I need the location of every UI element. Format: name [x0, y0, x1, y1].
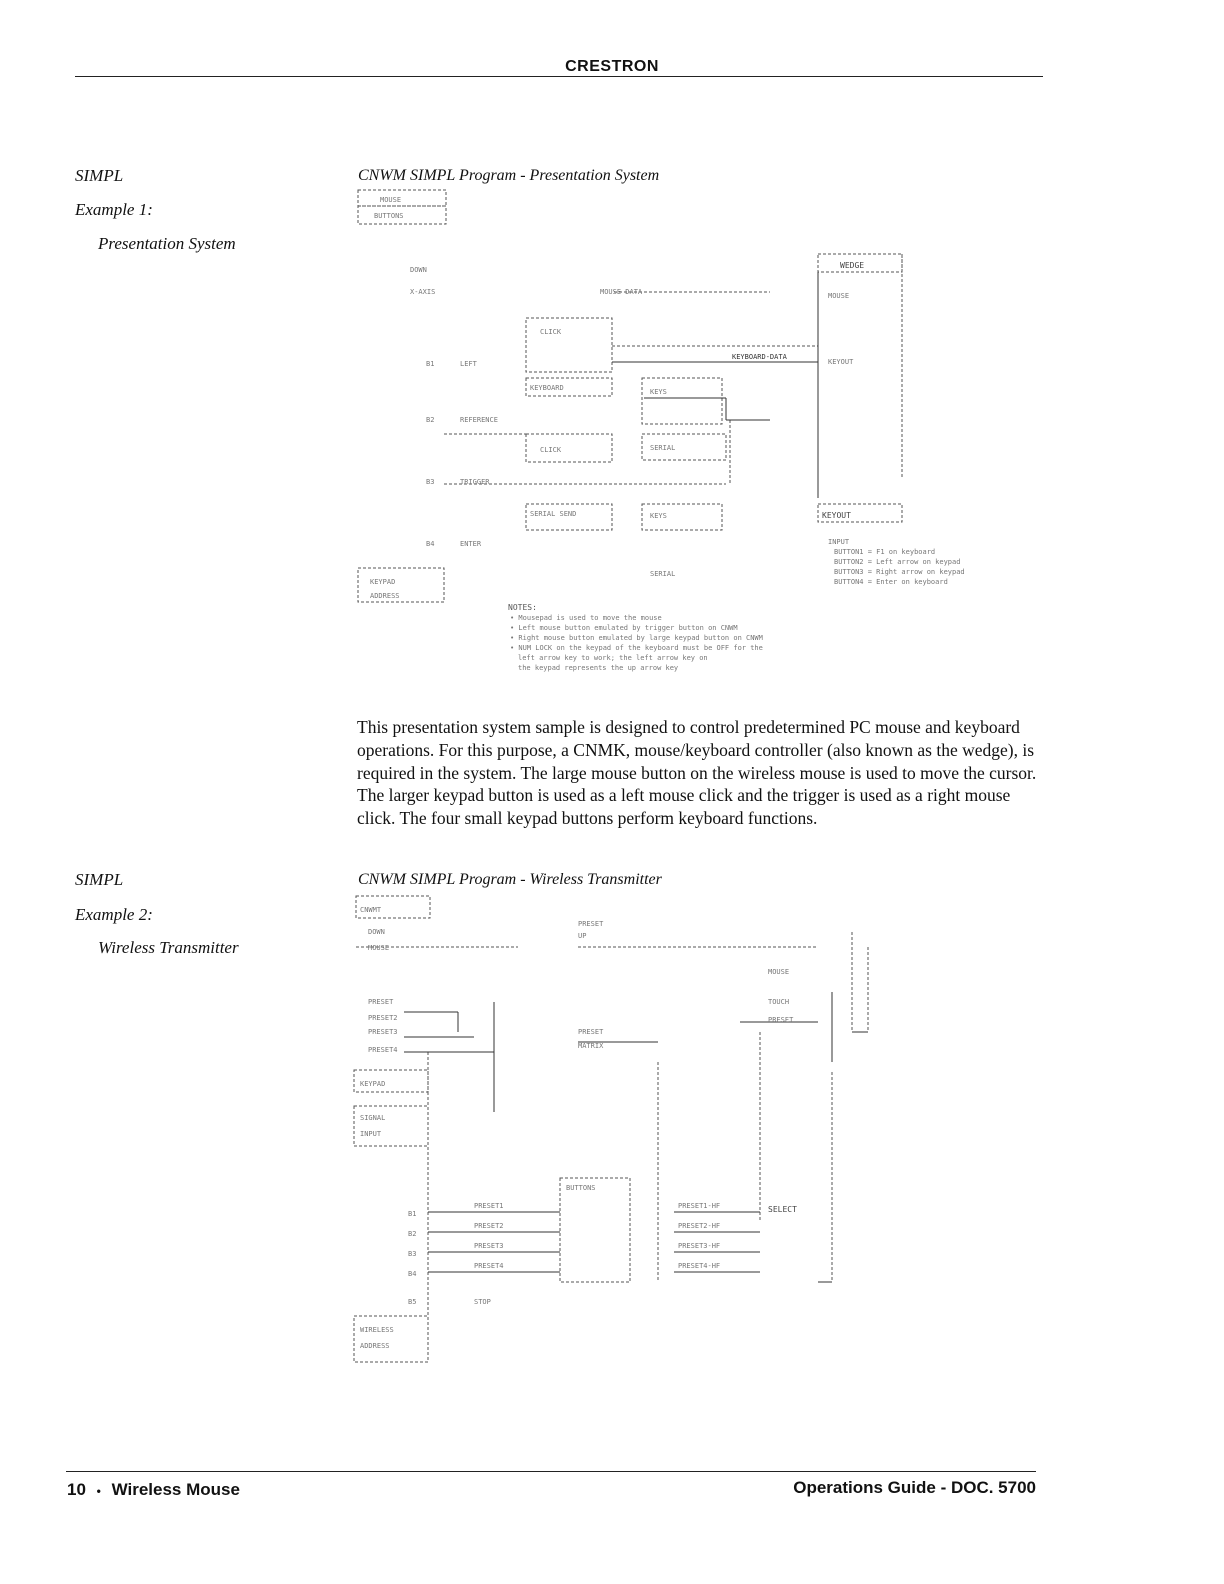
svg-text:B1: B1: [408, 1210, 417, 1218]
svg-text:• Left mouse button emulated b: • Left mouse button emulated by trigger button on CNWM: [510, 624, 738, 632]
footer-doc-reference: Operations Guide - DOC. 5700: [793, 1478, 1036, 1497]
svg-text:PRESET3-HF: PRESET3-HF: [678, 1242, 721, 1250]
svg-text:KEYS: KEYS: [650, 388, 667, 396]
svg-text:B2: B2: [408, 1230, 417, 1238]
svg-text:PRESET4: PRESET4: [368, 1046, 398, 1054]
svg-text:ADDRESS: ADDRESS: [360, 1342, 390, 1350]
notes-label: NOTES:: [508, 603, 537, 612]
example1-side-title: Presentation System: [98, 234, 236, 253]
body-paragraph: This presentation system sample is designed to control predetermined PC mouse and keyboard operations. For this purpose, a CNMK, mouse/keyboard controller (also known as the wedge), is required in the system. The large mouse button on the wireless mouse is used to move the cursor. The larger keypad button is used as a left mouse click and the trigger is used as a right mouse click. The four small keypad buttons perform keyboard functions.: [357, 717, 1037, 829]
svg-text:CNWMT: CNWMT: [360, 906, 382, 914]
svg-text:MOUSE: MOUSE: [828, 292, 850, 300]
footer-rule: [66, 1471, 1036, 1472]
footer-guide-title: Wireless Mouse: [111, 1480, 240, 1499]
svg-text:INPUT: INPUT: [360, 1130, 382, 1138]
footer-bullet: •: [96, 1484, 101, 1498]
svg-text:UP: UP: [578, 932, 587, 940]
svg-text:PRESET4-HF: PRESET4-HF: [678, 1262, 721, 1270]
svg-text:BUTTONS: BUTTONS: [566, 1184, 596, 1192]
svg-text:SERIAL SEND: SERIAL SEND: [530, 510, 577, 518]
svg-text:BUTTON3 = Right arrow on keypa: BUTTON3 = Right arrow on keypad: [834, 568, 965, 576]
svg-text:B1: B1: [426, 360, 435, 368]
svg-text:KEYS: KEYS: [650, 512, 667, 520]
svg-text:PRESET1-HF: PRESET1-HF: [678, 1202, 721, 1210]
svg-text:MOUSE DATA: MOUSE DATA: [600, 288, 643, 296]
footer-left: [67, 1480, 240, 1500]
svg-text:WIRELESS: WIRELESS: [360, 1326, 394, 1334]
svg-text:B5: B5: [408, 1298, 417, 1306]
svg-text:• NUM LOCK on the keypad of th: • NUM LOCK on the keypad of the keyboard must be OFF for the: [510, 644, 763, 652]
example2-side-number: Example 2:: [75, 905, 153, 924]
page-header-title: CRESTRON: [565, 58, 659, 75]
example1-caption: CNWM SIMPL Program - Presentation System: [358, 167, 660, 184]
svg-text:ENTER: ENTER: [460, 540, 482, 548]
svg-text:PRESET3: PRESET3: [474, 1242, 504, 1250]
keyout-label: KEYOUT: [822, 511, 851, 520]
svg-text:MATRIX: MATRIX: [578, 1042, 604, 1050]
svg-text:TOUCH: TOUCH: [768, 998, 790, 1006]
select-label: SELECT: [768, 1205, 797, 1214]
svg-text:REFERENCE: REFERENCE: [460, 416, 498, 424]
wedge-label: WEDGE: [840, 261, 865, 270]
svg-text:SERIAL: SERIAL: [650, 570, 676, 578]
svg-text:left arrow key to work; the le: left arrow key to work; the left arrow key on: [518, 654, 708, 662]
example1-diagram: [350, 188, 1030, 688]
svg-text:DOWN: DOWN: [410, 266, 427, 274]
svg-text:MOUSE: MOUSE: [380, 196, 402, 204]
svg-text:PRESET2: PRESET2: [368, 1014, 398, 1022]
svg-text:PRESET: PRESET: [578, 1028, 604, 1036]
svg-text:PRESET3: PRESET3: [368, 1028, 398, 1036]
example2-side-simpl: SIMPL: [75, 870, 124, 889]
svg-text:• Mousepad is used to move the: • Mousepad is used to move the mouse: [510, 614, 662, 622]
svg-text:CLICK: CLICK: [540, 446, 562, 454]
svg-text:INPUT: INPUT: [828, 538, 850, 546]
svg-text:PRESET1: PRESET1: [474, 1202, 504, 1210]
svg-text:PRESET: PRESET: [768, 1016, 794, 1024]
example2-caption: CNWM SIMPL Program - Wireless Transmitter: [358, 871, 662, 888]
svg-text:BUTTON2 = Left arrow on keypad: BUTTON2 = Left arrow on keypad: [834, 558, 961, 566]
svg-text:KEYPAD: KEYPAD: [370, 578, 396, 586]
svg-text:PRESET: PRESET: [368, 998, 394, 1006]
svg-text:X-AXIS: X-AXIS: [410, 288, 436, 296]
example2-diagram: [348, 892, 888, 1372]
svg-text:ADDRESS: ADDRESS: [370, 592, 400, 600]
example1-side-simpl: SIMPL: [75, 166, 124, 185]
svg-text:STOP: STOP: [474, 1298, 491, 1306]
svg-text:B4: B4: [408, 1270, 417, 1278]
svg-text:the keypad represents the up a: the keypad represents the up arrow key: [518, 664, 679, 672]
svg-text:DOWN: DOWN: [368, 928, 385, 936]
svg-text:LEFT: LEFT: [460, 360, 477, 368]
svg-text:B2: B2: [426, 416, 435, 424]
svg-text:• Right mouse button emulated: • Right mouse button emulated by large keypad button on CNWM: [510, 634, 763, 642]
svg-text:SERIAL: SERIAL: [650, 444, 676, 452]
svg-text:B3: B3: [426, 478, 435, 486]
footer-page-number: 10: [67, 1480, 86, 1499]
example1-side-number: Example 1:: [75, 200, 153, 219]
svg-text:TRIGGER: TRIGGER: [460, 478, 490, 486]
svg-text:PRESET2-HF: PRESET2-HF: [678, 1222, 721, 1230]
example2-side-title: Wireless Transmitter: [98, 938, 239, 957]
svg-text:CLICK: CLICK: [540, 328, 562, 336]
svg-text:B4: B4: [426, 540, 435, 548]
svg-text:B3: B3: [408, 1250, 417, 1258]
header-rule: [75, 76, 1043, 77]
svg-text:PRESET: PRESET: [578, 920, 604, 928]
svg-text:KEYOUT: KEYOUT: [828, 358, 854, 366]
svg-text:PRESET4: PRESET4: [474, 1262, 504, 1270]
svg-text:KEYPAD: KEYPAD: [360, 1080, 386, 1088]
keyboard-data-label: KEYBOARD-DATA: [732, 353, 787, 361]
svg-text:BUTTON1 = F1 on keyboard: BUTTON1 = F1 on keyboard: [834, 548, 936, 556]
svg-text:KEYBOARD: KEYBOARD: [530, 384, 564, 392]
svg-text:MOUSE: MOUSE: [768, 968, 790, 976]
svg-text:BUTTONS: BUTTONS: [374, 212, 404, 220]
svg-text:SIGNAL: SIGNAL: [360, 1114, 386, 1122]
svg-text:PRESET2: PRESET2: [474, 1222, 504, 1230]
svg-text:BUTTON4 = Enter on keyboard: BUTTON4 = Enter on keyboard: [834, 578, 948, 586]
svg-text:MOUSE: MOUSE: [368, 944, 390, 952]
